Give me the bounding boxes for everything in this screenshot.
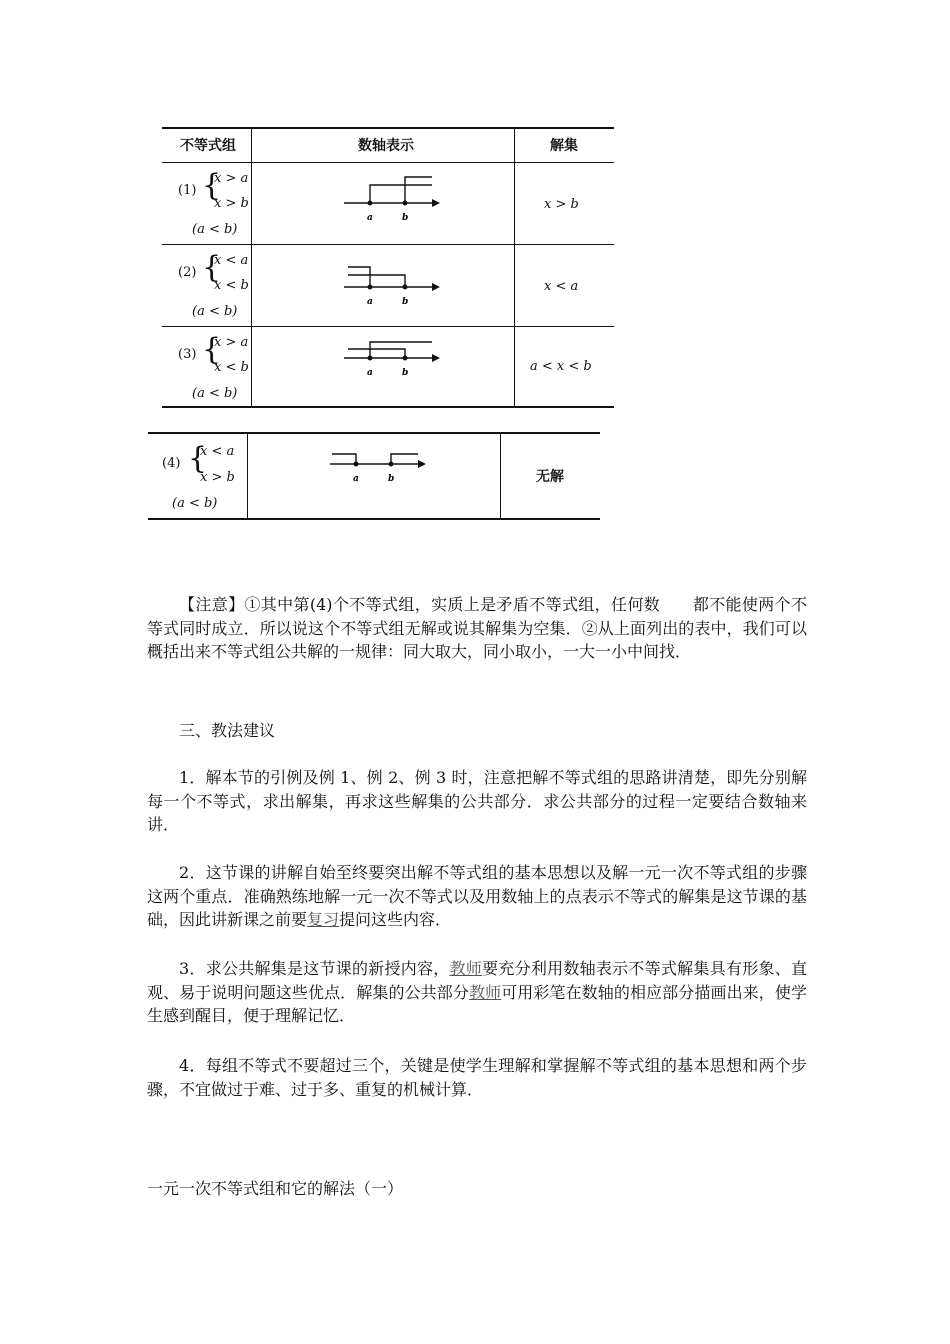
tick-label-a: a [367, 213, 373, 223]
solution-row-1: x > b [544, 197, 579, 212]
ray-x-lt-a [332, 454, 356, 464]
footer-title: 一元一次不等式组和它的解法（一） [147, 1179, 404, 1198]
row-label: (2) [178, 265, 197, 280]
table-bottom-rule [148, 518, 600, 520]
inequality-table [162, 127, 614, 407]
ray-x-gt-b [391, 454, 418, 464]
ray-x-lt-b [348, 349, 405, 358]
suggestion-3-text-mid: 要充分利用数轴表示不等式解集具有形象、直观、易于说明问题这些优点．解集的公共部分 [147, 959, 807, 1002]
number-line-row-3 [252, 327, 514, 407]
solution-row-3: a < x < b [530, 359, 592, 374]
row-label: (3) [178, 347, 197, 362]
inequality-2: x > b [200, 470, 235, 485]
header-solution: 解集 [550, 138, 578, 154]
number-line-row-1 [252, 163, 514, 245]
number-line-row-2 [252, 245, 514, 327]
row-label: (4) [162, 456, 181, 471]
section-title: 三、教法建议 [179, 721, 276, 740]
axis-arrow [432, 354, 440, 362]
suggestion-2 [147, 861, 807, 932]
axis-arrow [418, 460, 426, 468]
table-row-1-system [178, 167, 250, 243]
suggestion-2-text: 2．这节课的讲解自始至终要突出解不等式组的基本思想以及解一元一次不等式组的步骤这两个重点．准确熟练地解一元一次不等式以及用数轴上的点表示不等式的解集是这节课的基础，因此讲新课之前要 [147, 863, 807, 929]
brace: { [202, 250, 222, 285]
tick-label-b: b [402, 368, 409, 378]
ray-x-lt-b [348, 275, 405, 287]
tick-label-a: a [353, 474, 359, 484]
solution-row-4: 无解 [536, 469, 564, 485]
suggestion-1: 1．解本节的引例及例 1、例 2、例 3 时，注意把解不等式组的思路讲清楚，即先分别解每一个不等式，求出解集，再求这些解集的公共部分．求公共部分的过程一定要结合数轴来讲． [147, 768, 807, 834]
suggestion-3 [147, 957, 807, 1028]
ray-x-gt-a [370, 342, 432, 358]
suggestion-3-text: 3．求公共解集是这节课的新授内容， [179, 959, 450, 978]
solution-row-2: x < a [544, 279, 579, 294]
table-row-3-system [178, 331, 250, 407]
ray-x-lt-a [348, 267, 370, 287]
inequality-1: x < a [200, 444, 235, 459]
inequality-1: x > a [214, 171, 249, 186]
tick-label-b: b [402, 213, 409, 223]
table-row-4-system [162, 438, 246, 516]
inequality-2: x < b [214, 360, 249, 375]
inequality-1: x > a [214, 335, 249, 350]
row-label: (1) [178, 183, 197, 198]
tick-label-a: a [367, 368, 373, 378]
ray-x-gt-b [405, 177, 432, 203]
condition: (a < b) [192, 304, 238, 319]
table-col-divider [514, 127, 515, 407]
suggestion-2-text-end: 提问这些内容． [339, 910, 452, 929]
inequality-1: x < a [214, 253, 249, 268]
inequality-table-continued [148, 432, 600, 520]
review-link[interactable]: 复习 [307, 910, 340, 929]
brace: { [202, 332, 222, 367]
axis-arrow [432, 283, 440, 291]
tick-label-b: b [388, 474, 395, 484]
tick-label-a: a [367, 297, 373, 307]
condition: (a < b) [192, 222, 238, 237]
ray-x-gt-a [370, 185, 432, 203]
brace: { [202, 168, 222, 203]
note-paragraph: 【注意】①其中第(4)个不等式组，实质上是矛盾不等式组，任何数 都不能使两个不等式同时成立．所以说这个不等式组无解或说其解集为空集．②从上面列出的表中，我们可以概括出来不等式组公共解的一规律：同大取大，同小取小，一大一小中间找． [147, 595, 807, 661]
condition: (a < b) [192, 386, 238, 401]
number-line-row-4 [248, 434, 500, 518]
condition: (a < b) [172, 496, 218, 511]
header-axis: 数轴表示 [358, 138, 414, 154]
teacher-link[interactable]: 教师 [468, 982, 502, 1002]
suggestion-4: 4．每组不等式不要超过三个，关键是使学生理解和掌握解不等式组的基本思想和两个步骤，不宜做过于难、过于多、重复的机械计算． [147, 1056, 807, 1099]
inequality-2: x > b [214, 196, 249, 211]
inequality-2: x < b [214, 278, 249, 293]
teacher-link[interactable]: 教师 [449, 959, 483, 978]
suggestion-3-text-end: 可用彩笔在数轴的相应部分描画出来，使学生感到醒目，便于理解记忆． [147, 982, 807, 1025]
table-top-rule [162, 127, 614, 129]
table-row-2-system [178, 249, 250, 325]
axis-arrow [432, 199, 440, 207]
table-col-divider [500, 432, 501, 520]
header-system: 不等式组 [180, 138, 236, 154]
brace: { [188, 441, 208, 476]
tick-label-b: b [402, 297, 409, 307]
